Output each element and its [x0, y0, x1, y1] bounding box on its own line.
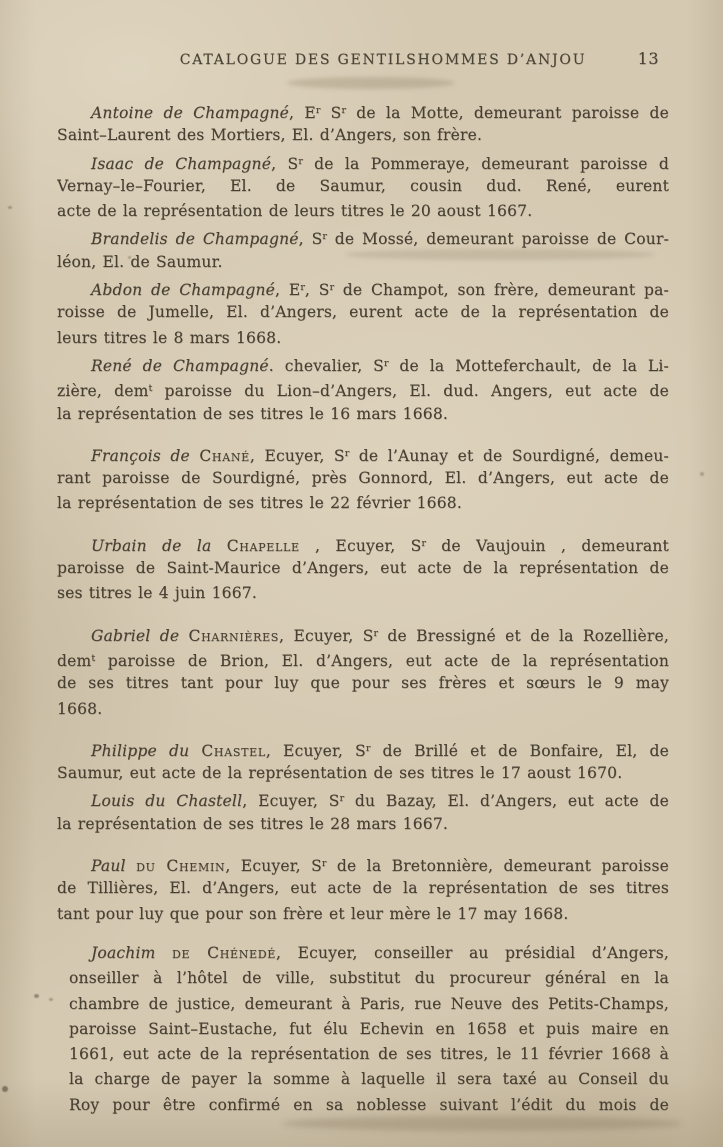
superscript: r [344, 447, 350, 459]
text-segment: , Ecuyer, conseiller au présidial d’Angers, [276, 943, 669, 962]
text-segment: , Ecuyer, S [265, 741, 366, 760]
text-segment: Saumur, eut acte de la représentation de ses titres le 17 aoust 1670. [57, 764, 623, 783]
person-name-italic: Joachim [91, 943, 172, 962]
text-line [57, 812, 669, 837]
text-segment: de Bressigné et de la Rozellière, [378, 626, 669, 645]
text-segment: zière, dem [57, 382, 149, 401]
text-segment: roisse de Jumelle, El. d’Angers, eurent acte de la représentation de [57, 303, 669, 322]
text-segment: la représentation de ses titres le 22 février 1668. [57, 494, 462, 513]
person-name-italic: Abdon de Champagné [91, 281, 276, 300]
text-segment: paroisse du Lion–d’Angers, El. dud. Angers, eut acte de [152, 382, 669, 401]
text-segment: , Ecuyer, S [249, 446, 345, 465]
text-line [57, 199, 669, 224]
text-segment: acte de la représentation de leurs titres le 20 aoust 1667. [57, 202, 533, 221]
paragraph [57, 736, 669, 787]
text-segment: onseiller à l’hôtel de ville, substitut du procureur général en la [69, 969, 669, 988]
text-segment: de Tillières, El. d’Angers, eut acte de la représentation de ses titres [57, 879, 669, 898]
text-segment: du Bazay, El. d’Angers, eut acte de [344, 792, 669, 811]
text-line [57, 621, 669, 646]
text-segment: la représentation de ses titres le 28 mars 1667. [57, 814, 449, 833]
paragraph [57, 851, 669, 927]
text-line [57, 531, 669, 556]
ink-speck [2, 1086, 8, 1092]
text-line [57, 98, 669, 123]
person-name-italic: Gabriel de [91, 626, 189, 645]
text-segment: de Mossé, demeurant paroisse de Cour- [326, 230, 669, 249]
text-line [57, 902, 669, 927]
text-segment: léon, El. de Saumur. [57, 252, 223, 271]
text-line [57, 876, 669, 901]
text-line [57, 149, 669, 174]
running-header [57, 50, 669, 70]
person-name-italic: René de Champagné [91, 356, 269, 375]
superscript: r [329, 282, 335, 294]
family-name-smallcaps: Chapelle [226, 536, 300, 555]
paragraph [57, 531, 669, 607]
family-name-smallcaps: Charnières [188, 626, 280, 645]
text-line [69, 992, 669, 1017]
text-segment: de la Motteferchault, de la Li- [388, 356, 669, 375]
text-line [57, 646, 669, 671]
family-name-smallcaps: du Chemin [136, 857, 226, 876]
text-segment: . chevalier, S [268, 356, 384, 375]
text-segment: , S [304, 281, 330, 300]
text-line [69, 941, 669, 966]
text-segment: de la Bretonnière, demeurant paroisse [326, 857, 669, 876]
text-line [57, 491, 669, 516]
family-name-smallcaps: de Chénedé [171, 943, 277, 962]
person-name-italic: François de [91, 446, 200, 465]
person-name-italic: Louis du Chastell [91, 792, 243, 811]
text-line [57, 671, 669, 696]
text-line [57, 123, 669, 148]
superscript: r [421, 537, 427, 549]
text-line [69, 1017, 669, 1042]
superscript: t [91, 652, 96, 664]
paragraph [57, 98, 669, 149]
text-line [69, 1042, 669, 1067]
text-line [57, 174, 669, 199]
text-segment: 1668. [57, 699, 103, 718]
text-segment: , S [271, 154, 299, 173]
paragraph [57, 941, 669, 1118]
text-segment: Saint–Laurent des Mortiers, El. d’Angers, son frère. [57, 126, 483, 145]
text-segment: , E [275, 281, 301, 300]
text-block [57, 98, 669, 1118]
text-line [57, 275, 669, 300]
text-segment: de Brillé et de Bonfaire, El, de [370, 741, 669, 760]
text-line [69, 1093, 669, 1118]
text-segment: de Champot, son frère, demeurant pa- [334, 281, 669, 300]
text-line [69, 1067, 669, 1092]
text-segment: ses titres le 4 juin 1667. [57, 584, 257, 603]
text-segment: Vernay–le–Fourier, El. de Saumur, cousin dud. René, eurent [57, 176, 669, 195]
text-segment: de l’Aunay et de Sourdigné, demeu- [349, 446, 669, 465]
person-name-italic: Paul [91, 857, 137, 876]
paragraph [57, 441, 669, 517]
text-segment: de Vaujouin , demeurant [426, 536, 669, 555]
ink-speck [34, 994, 39, 998]
ink-bleed-smudge [282, 1116, 682, 1131]
text-segment: paroisse Saint–Eustache, fut élu Echevin en 1658 et puis maire en [69, 1019, 669, 1038]
text-segment: chambre de justice, demeurant à Paris, rue Neuve des Petits-Champs, [69, 994, 669, 1013]
text-line [57, 697, 669, 722]
paragraph [57, 275, 669, 351]
ink-speck [49, 998, 53, 1001]
ink-speck [700, 472, 704, 476]
text-line [57, 761, 669, 786]
person-name-italic: Isaac de Champagné [91, 154, 272, 173]
superscript: r [383, 357, 389, 369]
text-line [57, 851, 669, 876]
paragraph [57, 351, 669, 427]
superscript: r [298, 155, 303, 167]
text-segment: dem [57, 651, 92, 670]
paragraph [57, 621, 669, 722]
text-segment: la charge de payer la somme à laquelle il sera taxé au Conseil du [69, 1070, 669, 1089]
text-segment: 1661, eut acte de la représentation de ses titres, le 11 février 1668 à [69, 1045, 669, 1064]
text-segment: la représentation de ses titres le 16 mars 1668. [57, 404, 449, 423]
text-segment: Roy pour être confirmé en sa noblesse suivant l’édit du mois de [69, 1095, 669, 1114]
text-segment: , Ecuyer, S [299, 536, 422, 555]
person-name-italic: Antoine de Champagné [91, 104, 289, 122]
superscript: t [148, 383, 153, 395]
text-segment: , Ecuyer, S [225, 857, 322, 876]
superscript: r [339, 793, 345, 805]
text-line [57, 736, 669, 761]
text-segment: , S [298, 230, 323, 249]
superscript: r [300, 282, 305, 294]
superscript: r [315, 105, 321, 116]
page-number: 13 [637, 49, 659, 68]
text-segment: rant paroisse de Sourdigné, près Gonnord, El. d’Angers, eut acte de [57, 469, 669, 488]
superscript: r [373, 627, 379, 639]
family-name-smallcaps: Chastel [201, 741, 266, 760]
text-segment: paroisse de Brion, El. d’Angers, eut acte de la représentation [95, 651, 669, 670]
text-segment: , E [289, 104, 316, 122]
ink-speck [8, 206, 12, 209]
superscript: r [321, 858, 327, 870]
text-segment: de la Pommeraye, demeurant paroisse d [302, 154, 669, 173]
superscript: r [341, 105, 346, 116]
superscript: r [365, 742, 371, 754]
text-line [57, 300, 669, 325]
page-title: CATALOGUE DES GENTILSHOMMES D’ANJOU [179, 52, 587, 68]
text-line [57, 441, 669, 466]
text-segment: de la Motte, demeurant paroisse de [346, 104, 669, 122]
page-column [57, 0, 669, 1118]
superscript: r [322, 231, 327, 243]
paragraph [57, 149, 669, 225]
text-segment: de ses titres tant pour luy que pour ses frères et sœurs le 9 may [57, 674, 669, 693]
text-line [57, 224, 669, 249]
text-segment: tant pour luy que pour son frère et leur mère le 17 may 1668. [57, 904, 569, 923]
text-line [57, 581, 669, 606]
person-name-italic: Philippe du [91, 741, 202, 760]
text-line [57, 402, 669, 427]
text-line [57, 326, 669, 351]
text-segment: leurs titres le 8 mars 1668. [57, 328, 282, 347]
text-line [57, 250, 669, 275]
paragraph [57, 224, 669, 275]
person-name-italic: Brandelis de Champagné [91, 230, 299, 249]
text-segment: S [320, 104, 342, 122]
text-line [57, 556, 669, 581]
text-line [57, 376, 669, 401]
text-segment: paroisse de Saint-Maurice d’Angers, eut acte de la représentation de [57, 559, 669, 578]
text-line [57, 466, 669, 491]
text-line [69, 966, 669, 991]
text-segment: , Ecuyer, S [242, 792, 340, 811]
paragraph [57, 786, 669, 837]
family-name-smallcaps: Chané [199, 446, 250, 465]
person-name-italic: Urbain de la [91, 536, 227, 555]
text-segment: , Ecuyer, S [279, 626, 374, 645]
text-line [57, 786, 669, 811]
text-line [57, 351, 669, 376]
